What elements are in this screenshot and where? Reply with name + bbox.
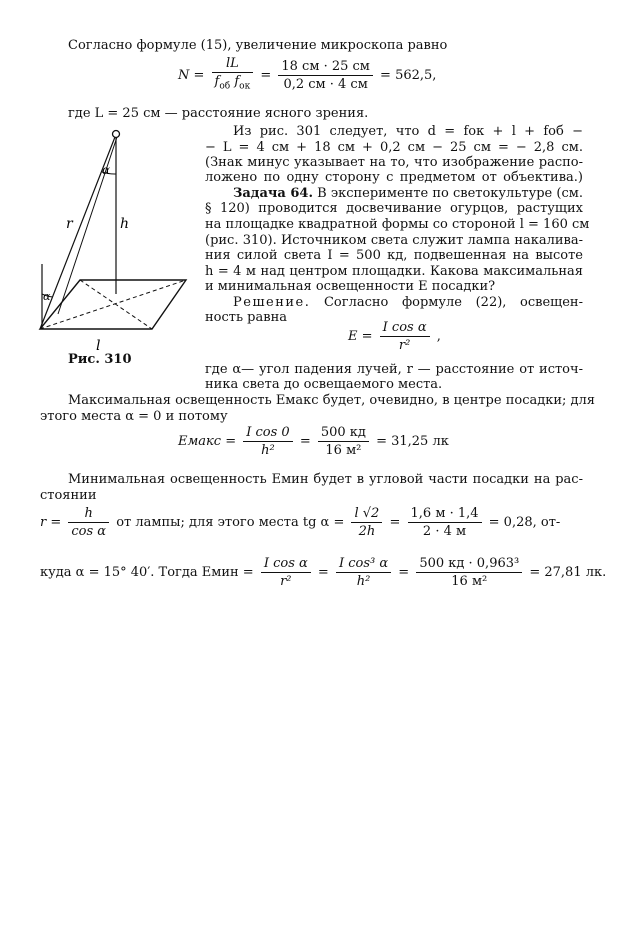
- fraction-numerator-values: 500 кд: [318, 425, 369, 442]
- problem-text-start: В эксперименте по светокультуре (см.: [317, 186, 583, 201]
- fraction-denominator: 2h: [358, 524, 376, 539]
- fraction-numerator: I cos 0: [246, 425, 290, 440]
- formula-result: = 27,81 лк.: [529, 565, 607, 580]
- label-r: r: [66, 216, 73, 232]
- formula-lhs: Eмакс =: [178, 434, 237, 449]
- text-line-r7: на площадке квадратной формы со стороной l = 160 см: [205, 217, 590, 232]
- diagonal-1: [40, 280, 186, 329]
- text-line-r8: (рис. 310). Источником света служит лампа накалива-: [205, 233, 583, 248]
- formula-lhs: E =: [348, 329, 373, 344]
- fraction-numerator: h: [84, 506, 93, 521]
- text-line-p7: Минимальная освещенность Eмин будет в угловой части посадки на рас-: [68, 472, 583, 487]
- formula-result: = 0,28, от-: [488, 515, 561, 530]
- figure-caption: Рис. 310: [68, 352, 132, 367]
- fraction-denominator: h²: [356, 574, 371, 589]
- formula-min-illuminance: куда α = 15° 40′. Тогда Eмин = $\frac{\text{I cos α}}{\text{r²}}$ = $\frac{\text{I cos³ α}}{\text{h²}}$ = $\frac{\text{500 кд · 0,963³}}{\text{16 м²}}$ = 27,81 лк.: [40, 556, 607, 589]
- fraction-denominator-values: 16 м²: [325, 443, 362, 458]
- fraction-lL: $\frac{lL}{f_{об} f_{ок}}$: [212, 56, 254, 95]
- fraction-values: [408, 506, 482, 539]
- fraction-numerator-values: 1,6 м · 1,4: [408, 506, 482, 523]
- fraction-illuminance: [380, 320, 430, 353]
- label-l: l: [96, 338, 101, 354]
- label-alpha-left: α: [43, 290, 51, 303]
- fraction-numerator: I cos³ α: [338, 556, 389, 571]
- fraction-denominator: h²: [261, 443, 275, 458]
- text-line-r10: h = 4 м над центром площадки. Какова максимальная: [205, 264, 583, 279]
- fraction-values: [416, 556, 522, 589]
- subscript-ok: ок: [239, 81, 251, 92]
- figure-310: [36, 124, 196, 364]
- formula-lead: куда α = 15° 40′. Тогда Eмин =: [40, 565, 254, 580]
- fraction-numerator: I cos α: [263, 556, 308, 571]
- formula-illuminance: [348, 320, 441, 353]
- fraction-numerator: l √2: [354, 506, 380, 521]
- paragraph-clear-vision: где L = 25 см — расстояние ясного зрения.: [68, 106, 369, 121]
- fraction-cos3-h2: [336, 556, 391, 589]
- fraction-denominator: cos α: [71, 524, 107, 539]
- text-line-r6: § 120) проводится досвечивание огурцов, растущих: [205, 201, 583, 216]
- fraction-denominator-values: 0,2 см · 4 см: [283, 76, 368, 92]
- formula-magnification: N = $\frac{lL}{f_{об} f_{ок}}$ = $\frac{18 см \cdot 25 см}{0,2 см \cdot 4 см}$ = 562,5,: [178, 56, 436, 95]
- text-line-r9: ния силой света I = 500 кд, подвешенная на высоте: [205, 248, 583, 263]
- fraction-cos0: [243, 425, 292, 458]
- fraction-denominator-values: 2 · 4 м: [422, 524, 467, 539]
- text-line-r2: − L = 4 см + 18 см + 0,2 см − 25 см = − 2,8 см.: [205, 140, 583, 155]
- formula-result: = 31,25 лк: [376, 434, 449, 449]
- text-line-r1: Из рис. 301 следует, что d = fок + l + fоб −: [233, 124, 583, 139]
- text-line-p8: стоянии: [40, 488, 97, 503]
- fraction-h-cos: [68, 506, 109, 539]
- fraction-l-sqrt2: [351, 506, 382, 539]
- text-line-r12: [233, 295, 583, 310]
- text-line-r3: (Знак минус указывает на то, что изображение распо-: [205, 155, 583, 170]
- text-line-r13: ность равна: [205, 310, 287, 325]
- label-alpha-top: α: [102, 163, 111, 177]
- formula-max-illuminance: Eмакс = $\frac{\text{I cos 0}}{\text{h²}}$ = $\frac{500 кд}{\text{16 м²}}$ = 31,25 лк: [178, 425, 449, 458]
- fraction-numerator-values: 18 см · 25 см: [278, 59, 373, 76]
- formula-lhs: N =: [178, 67, 205, 83]
- fraction-cos-r2: [261, 556, 311, 589]
- text-line-p4: ника света до освещаемого места.: [205, 377, 443, 392]
- text-line-r5: [233, 186, 583, 201]
- formula-text: от лампы; для этого места tg α =: [116, 515, 345, 530]
- text-line-r11: и минимальная освещенности E посадки?: [205, 279, 496, 294]
- paragraph-intro: Согласно формуле (15), увеличение микроскопа равно: [68, 38, 448, 53]
- lamp-icon: [113, 131, 120, 138]
- fraction-numerator-values: 500 кд · 0,963³: [416, 556, 522, 573]
- fraction-denominator: r²: [280, 574, 292, 589]
- fraction-values: [278, 59, 373, 92]
- fraction-values: [318, 425, 369, 458]
- formula-result: = 562,5,: [380, 67, 437, 83]
- solution-title: Решение.: [233, 295, 311, 310]
- formula-distance: r = $\frac{h}{\text{cos α}}$ от лампы; для этого места tg α = $\frac{l √2}{2h}$ = $\frac{1,6 м \cdot 1,4}{2 \cdot 4 м}$ = 0,28, от-: [40, 506, 561, 539]
- formula-comma: ,: [436, 329, 441, 344]
- text-line-p5: Максимальная освещенность Eмакс будет, очевидно, в центре посадки; для: [68, 393, 595, 408]
- f-symbol: f: [214, 74, 220, 89]
- solution-text: Согласно формуле (22), освещен-: [323, 295, 583, 310]
- problem-title: Задача 64.: [233, 186, 313, 201]
- fraction-denominator-values: 16 м²: [451, 574, 488, 589]
- fraction-numerator: lL: [225, 56, 239, 71]
- text-line-r4: ложено по одну сторону с предметом от объектива.): [205, 170, 583, 185]
- formula-lhs: r =: [40, 515, 62, 530]
- fraction-denominator: r²: [398, 338, 411, 353]
- fraction-numerator: I cos α: [382, 320, 427, 335]
- text-line-p6: этого места α = 0 и потому: [40, 409, 228, 424]
- label-h: h: [120, 216, 130, 232]
- text-line-p3: где α— угол падения лучей, r — расстояние от источ-: [205, 362, 583, 377]
- subscript-ob: об: [219, 81, 231, 92]
